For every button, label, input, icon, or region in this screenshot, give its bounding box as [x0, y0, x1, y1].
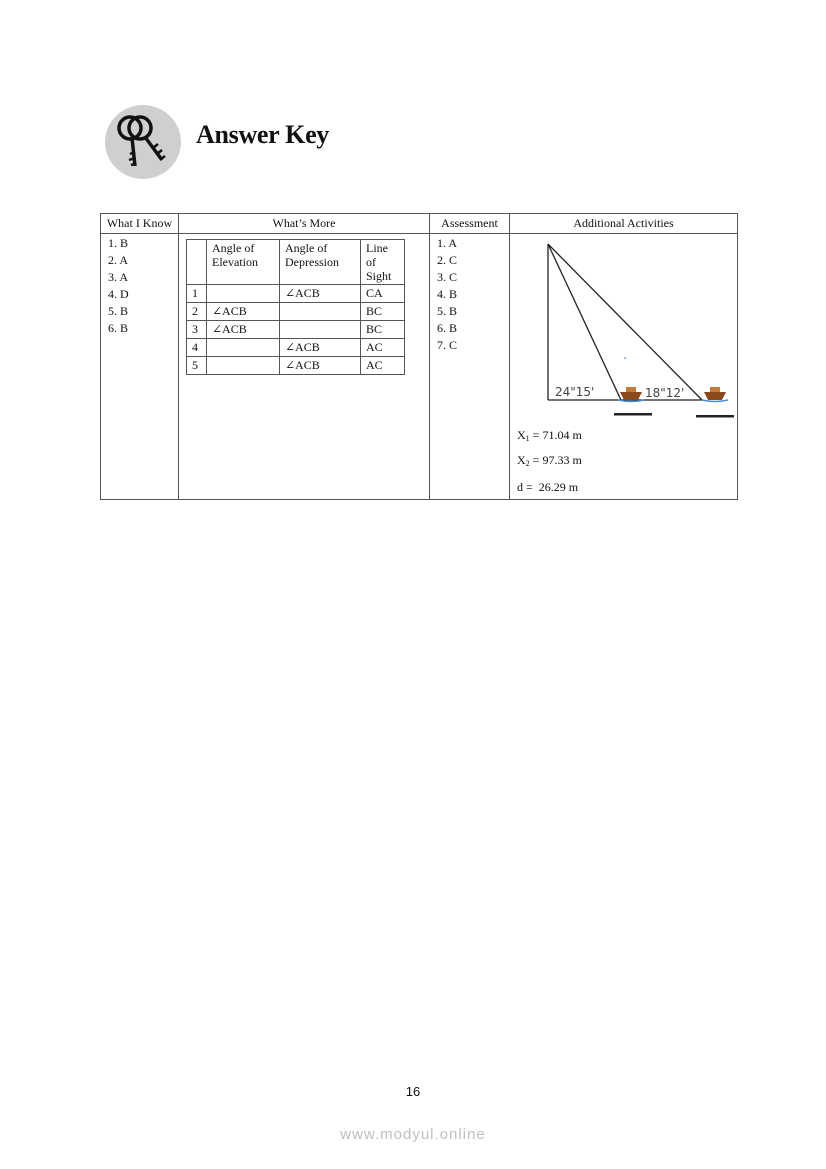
inner-header-row	[187, 240, 405, 285]
depression-cell	[280, 321, 361, 339]
assessment-list	[430, 234, 509, 354]
x1-label: X	[517, 428, 526, 442]
page-number: 16	[405, 1084, 421, 1099]
depression-cell: ∠ACB	[280, 357, 361, 375]
row-number: 3	[187, 321, 207, 339]
depression-cell	[280, 303, 361, 321]
x1-subscript: 1	[525, 434, 530, 443]
list-item: 1. B	[108, 236, 129, 250]
line-of-sight-cell: AC	[361, 357, 405, 375]
inner-header-number	[187, 240, 207, 285]
what-i-know-cell	[101, 234, 179, 500]
row-number: 4	[187, 339, 207, 357]
list-item: 5. B	[437, 304, 458, 318]
x2-subscript: 2	[525, 459, 530, 468]
list-item: 6. B	[108, 321, 129, 335]
keys-icon	[104, 104, 182, 180]
line-of-sight-cell: BC	[361, 303, 405, 321]
header-what-i-know: What I Know	[101, 214, 179, 234]
table-header-row	[101, 214, 738, 234]
row-number: 5	[187, 357, 207, 375]
header-assessment: Assessment	[430, 214, 510, 234]
marker-dot	[624, 357, 626, 359]
table-answer-row	[101, 234, 738, 500]
distance-result: d = 26.29 m	[517, 480, 579, 494]
list-item: 3. C	[437, 270, 458, 284]
whats-more-cell	[179, 234, 430, 500]
answer-key-header	[104, 102, 404, 182]
inner-header-line-of-sight: Line of Sight	[361, 240, 405, 285]
elevation-cell	[207, 285, 280, 303]
list-item: 2. C	[437, 253, 458, 267]
line-of-sight-far	[548, 244, 702, 400]
list-item: 2. A	[108, 253, 129, 267]
line-of-sight-cell: BC	[361, 321, 405, 339]
table-row	[187, 339, 405, 357]
page-title: Answer Key	[196, 120, 330, 149]
x2-result	[517, 453, 582, 468]
assessment-cell	[430, 234, 510, 500]
watermark: www.modyul.online	[340, 1126, 486, 1143]
elevation-cell	[207, 357, 280, 375]
distance-bar-far	[696, 415, 734, 418]
inner-header-depression: Angle of Depression	[280, 240, 361, 285]
boat-near-icon	[618, 387, 644, 402]
line-of-sight-near	[548, 244, 621, 400]
angle-of-depression-diagram	[536, 240, 736, 420]
whats-more-table	[186, 239, 405, 375]
boat-far-icon	[702, 387, 728, 402]
table-row	[187, 357, 405, 375]
table-row	[187, 321, 405, 339]
list-item: 6. B	[437, 321, 458, 335]
table-row	[187, 303, 405, 321]
x2-label: X	[517, 453, 526, 467]
x1-value: = 71.04 m	[529, 428, 582, 442]
angle-label-near: 24"15'	[555, 385, 595, 399]
list-item: 5. B	[108, 304, 129, 318]
row-number: 2	[187, 303, 207, 321]
depression-cell: ∠ACB	[280, 285, 361, 303]
inner-header-elevation: Angle of Elevation	[207, 240, 280, 285]
list-item: 4. D	[108, 287, 129, 301]
x2-value: = 97.33 m	[529, 453, 582, 467]
additional-activities-cell	[510, 234, 738, 500]
elevation-cell: ∠ACB	[207, 303, 280, 321]
depression-cell: ∠ACB	[280, 339, 361, 357]
x1-result	[517, 428, 582, 443]
header-additional-activities: Additional Activities	[510, 214, 738, 234]
answer-key-table	[100, 213, 738, 500]
elevation-cell: ∠ACB	[207, 321, 280, 339]
list-item: 7. C	[437, 338, 458, 352]
table-row	[187, 285, 405, 303]
list-item: 4. B	[437, 287, 458, 301]
header-whats-more: What’s More	[179, 214, 430, 234]
list-item: 1. A	[437, 236, 458, 250]
angle-label-far: 18"12'	[645, 386, 685, 400]
what-i-know-list	[101, 234, 178, 337]
elevation-cell	[207, 339, 280, 357]
distance-bar-near	[614, 413, 652, 416]
line-of-sight-cell: CA	[361, 285, 405, 303]
list-item: 3. A	[108, 270, 129, 284]
row-number: 1	[187, 285, 207, 303]
line-of-sight-cell: AC	[361, 339, 405, 357]
